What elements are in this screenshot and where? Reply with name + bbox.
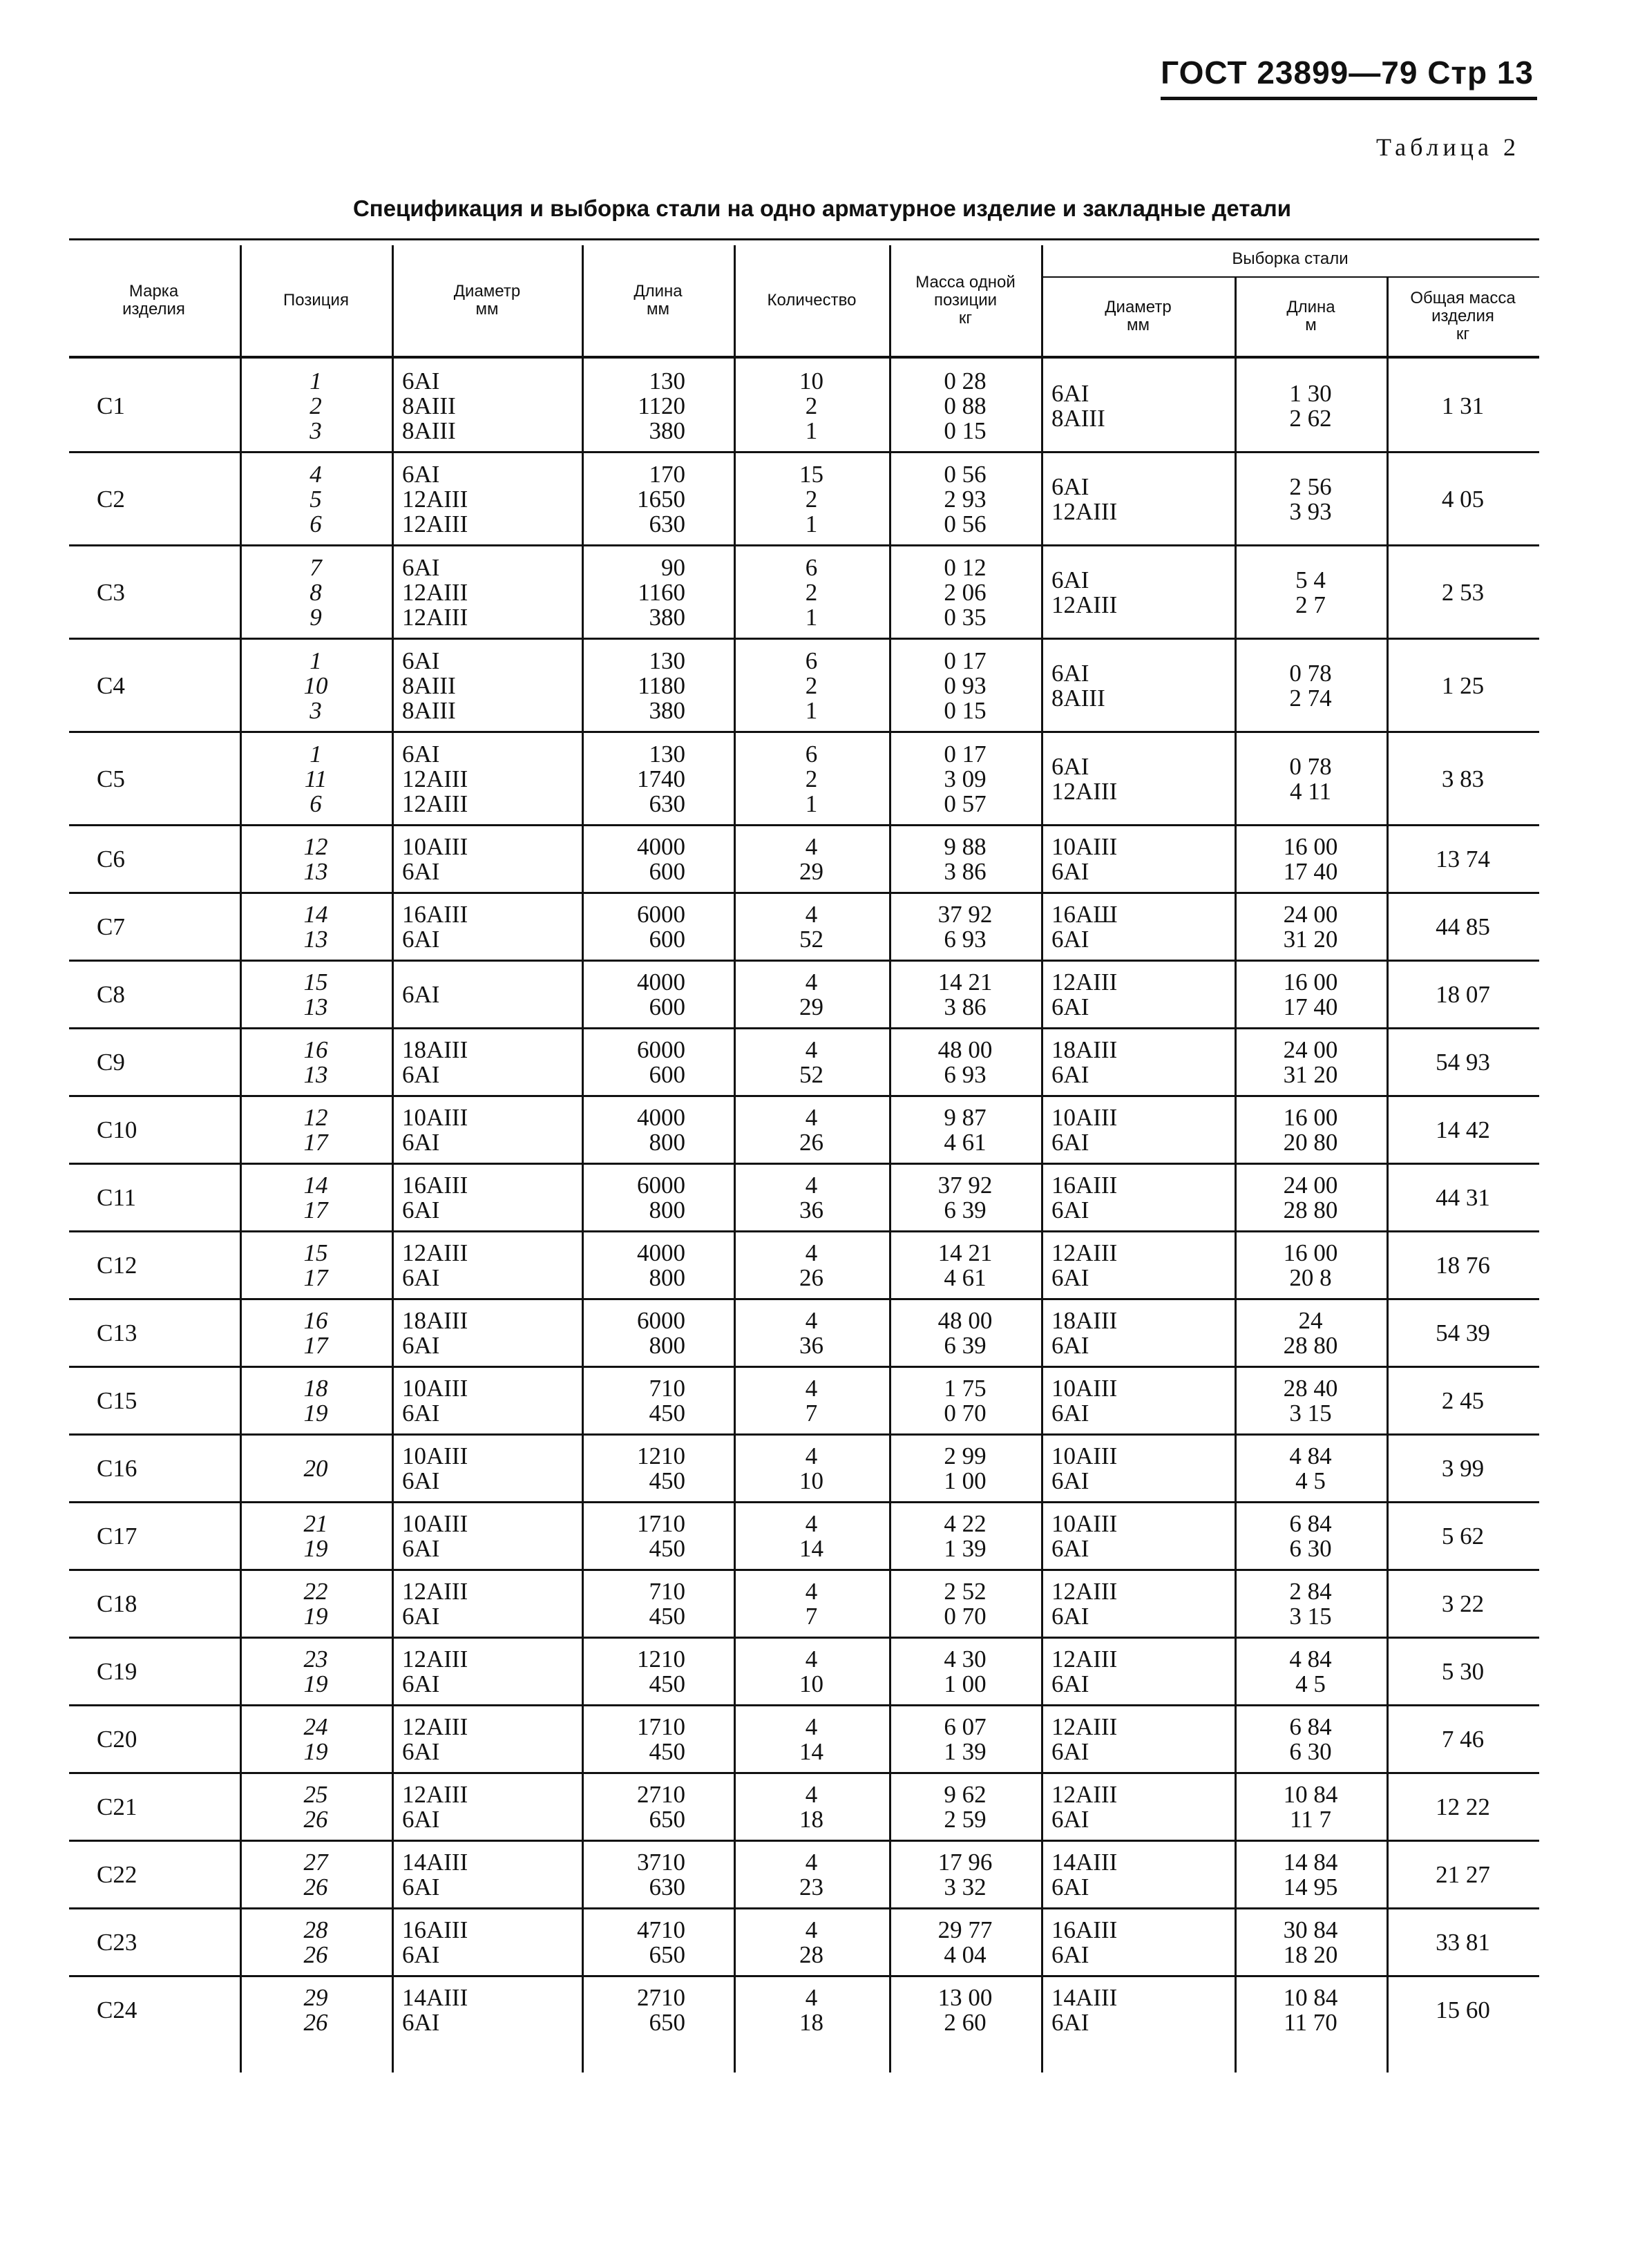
cell-qty: 4 18 <box>799 1984 823 2036</box>
cell-pos: 23 19 <box>303 1646 328 1697</box>
row-rule <box>69 1637 1539 1639</box>
cell-sdia: 6AI 8AIII <box>1051 379 1105 432</box>
cell-total: 44 31 <box>1436 1184 1490 1211</box>
cell-sdia: 10AIII 6AI <box>1051 1104 1118 1156</box>
cell-sdia: 14AIII 6AI <box>1051 1849 1118 1900</box>
cell-qty: 4 29 <box>799 833 823 885</box>
cell-mass: 29 77 4 04 <box>937 1916 993 1968</box>
col-header-mark: Марка изделия <box>122 282 185 318</box>
row-rule <box>69 824 1539 826</box>
cell-len: 3710 630 <box>637 1849 685 1900</box>
cell-pos: 1 11 6 <box>304 740 327 817</box>
cell-total: 33 81 <box>1436 1929 1490 1956</box>
cell-dia: 12AIII 6AI <box>402 1713 468 1765</box>
cell-len: 4710 650 <box>637 1916 685 1968</box>
cell-sdia: 12AIII 6AI <box>1051 1713 1118 1765</box>
cell-total: 3 99 <box>1441 1455 1485 1482</box>
cell-slen: 24 00 28 80 <box>1283 1172 1338 1223</box>
cell-total: 7 46 <box>1441 1726 1485 1753</box>
cell-dia: 10AIII 6AI <box>402 1375 468 1427</box>
column-rule <box>582 245 584 2072</box>
row-rule <box>69 1704 1539 1706</box>
cell-mark: C6 <box>97 846 125 873</box>
cell-mass: 48 00 6 39 <box>937 1307 993 1359</box>
cell-slen: 4 84 4 5 <box>1289 1646 1332 1697</box>
col-header-sel-length: Длина м <box>1286 297 1335 334</box>
cell-total: 18 76 <box>1436 1252 1490 1279</box>
row-rule <box>69 1163 1539 1165</box>
table-title: Спецификация и выборка стали на одно арматурное изделие и закладные детали <box>352 196 1292 221</box>
cell-total: 54 39 <box>1436 1319 1490 1346</box>
cell-mark: C15 <box>97 1387 137 1414</box>
cell-dia: 10AIII 6AI <box>402 833 468 885</box>
cell-mass: 37 92 6 39 <box>937 1172 993 1223</box>
cell-total: 18 07 <box>1436 981 1490 1008</box>
cell-pos: 12 13 <box>303 833 328 885</box>
col-header-length: Длина мм <box>634 282 683 318</box>
cell-total: 14 42 <box>1436 1116 1490 1143</box>
cell-mass: 14 21 3 86 <box>937 969 993 1020</box>
row-rule <box>69 731 1539 733</box>
cell-sdia: 14AIII 6AI <box>1051 1984 1118 2036</box>
col-header-selection: Выборка стали <box>1232 249 1349 268</box>
cell-dia: 12AIII 6AI <box>402 1239 468 1291</box>
cell-dia: 6AI 12AIII 12AIII <box>402 460 468 537</box>
cell-mark: C12 <box>97 1252 137 1279</box>
row-rule <box>69 1095 1539 1097</box>
cell-len: 710 450 <box>649 1375 685 1427</box>
cell-mark: C5 <box>97 765 125 792</box>
page-header: ГОСТ 23899—79 Стр 13 <box>1161 55 1534 90</box>
cell-mass: 9 62 2 59 <box>944 1781 987 1833</box>
cell-slen: 24 00 31 20 <box>1283 901 1338 953</box>
cell-len: 1210 450 <box>637 1646 685 1697</box>
row-rule <box>69 1907 1539 1909</box>
cell-mass: 4 30 1 00 <box>944 1646 987 1697</box>
col-header-mass: Масса одной позиции кг <box>915 273 1016 327</box>
cell-len: 1710 450 <box>637 1510 685 1562</box>
cell-pos: 28 26 <box>303 1916 328 1968</box>
cell-qty: 6 2 1 <box>805 740 818 817</box>
cell-total: 1 31 <box>1441 392 1485 419</box>
cell-slen: 16 00 17 40 <box>1283 969 1338 1020</box>
cell-mass: 1 75 0 70 <box>944 1375 987 1427</box>
cell-dia: 12AIII 6AI <box>402 1578 468 1630</box>
cell-pos: 22 19 <box>303 1578 328 1630</box>
cell-mass: 48 00 6 93 <box>937 1036 993 1088</box>
cell-len: 1710 450 <box>637 1713 685 1765</box>
cell-dia: 10AIII 6AI <box>402 1442 468 1494</box>
cell-len: 710 450 <box>649 1578 685 1630</box>
cell-qty: 4 26 <box>799 1239 823 1291</box>
cell-pos: 21 19 <box>303 1510 328 1562</box>
row-rule <box>69 1027 1539 1029</box>
cell-pos: 20 <box>303 1455 328 1482</box>
cell-total: 5 30 <box>1441 1658 1485 1685</box>
row-rule <box>69 892 1539 894</box>
cell-slen: 24 28 80 <box>1283 1307 1338 1359</box>
cell-mark: C7 <box>97 913 125 940</box>
cell-len: 4000 800 <box>637 1239 685 1291</box>
cell-dia: 12AIII 6AI <box>402 1646 468 1697</box>
cell-len: 170 1650 630 <box>637 460 685 537</box>
cell-mass: 13 00 2 60 <box>937 1984 993 2036</box>
cell-qty: 4 52 <box>799 1036 823 1088</box>
cell-dia: 18AIII 6AI <box>402 1036 468 1088</box>
cell-dia: 10AIII 6AI <box>402 1510 468 1562</box>
cell-sdia: 12AIII 6AI <box>1051 1578 1118 1630</box>
cell-pos: 16 13 <box>303 1036 328 1088</box>
cell-qty: 4 26 <box>799 1104 823 1156</box>
cell-pos: 1 2 3 <box>309 367 322 444</box>
cell-sdia: 6AI 8AIII <box>1051 659 1105 712</box>
cell-len: 4000 600 <box>637 969 685 1020</box>
row-rule <box>69 960 1539 962</box>
column-rule <box>392 245 394 2072</box>
cell-dia: 14AIII 6AI <box>402 1849 468 1900</box>
cell-len: 6000 800 <box>637 1172 685 1223</box>
col-header-quantity: Количество <box>767 291 857 309</box>
cell-total: 3 22 <box>1441 1590 1485 1617</box>
cell-len: 130 1120 380 <box>638 367 685 444</box>
cell-mark: C8 <box>97 981 125 1008</box>
cell-len: 130 1180 380 <box>638 647 685 724</box>
cell-qty: 4 52 <box>799 901 823 953</box>
cell-mass: 0 12 2 06 0 35 <box>944 553 987 631</box>
cell-total: 4 05 <box>1441 485 1485 513</box>
cell-mark: C18 <box>97 1590 137 1617</box>
col-header-diameter: Диаметр мм <box>453 282 521 318</box>
row-rule <box>69 1230 1539 1232</box>
cell-dia: 16AIII 6AI <box>402 1172 468 1223</box>
cell-slen: 2 56 3 93 <box>1289 473 1332 525</box>
cell-slen: 2 84 3 15 <box>1289 1578 1332 1630</box>
cell-mark: C19 <box>97 1658 137 1685</box>
cell-mark: C2 <box>97 485 125 513</box>
cell-mark: C16 <box>97 1455 137 1482</box>
cell-mass: 6 07 1 39 <box>944 1713 987 1765</box>
cell-pos: 29 26 <box>303 1984 328 2036</box>
cell-sdia: 18AIII 6AI <box>1051 1036 1118 1088</box>
cell-qty: 4 14 <box>799 1510 823 1562</box>
cell-len: 2710 650 <box>637 1781 685 1833</box>
table-top-rule <box>69 238 1539 240</box>
cell-qty: 4 36 <box>799 1172 823 1223</box>
cell-mark: C20 <box>97 1726 137 1753</box>
cell-pos: 24 19 <box>303 1713 328 1765</box>
cell-qty: 4 23 <box>799 1849 823 1900</box>
cell-len: 6000 800 <box>637 1307 685 1359</box>
cell-qty: 10 2 1 <box>799 367 823 444</box>
row-rule <box>69 544 1539 546</box>
cell-mass: 2 52 0 70 <box>944 1578 987 1630</box>
column-rule <box>889 245 891 2072</box>
cell-mass: 0 17 0 93 0 15 <box>944 647 987 724</box>
cell-mass: 17 96 3 32 <box>937 1849 993 1900</box>
cell-slen: 16 00 17 40 <box>1283 833 1338 885</box>
cell-slen: 5 4 2 7 <box>1295 566 1326 618</box>
col-header-total: Общая масса изделия кг <box>1410 288 1516 343</box>
cell-pos: 4 5 6 <box>309 460 322 537</box>
cell-slen: 1 30 2 62 <box>1289 379 1332 432</box>
cell-sdia: 16АШ 6AI <box>1051 901 1118 953</box>
cell-dia: 6AI 12AIII 12AIII <box>402 740 468 817</box>
cell-len: 90 1160 380 <box>638 553 685 631</box>
cell-slen: 0 78 2 74 <box>1289 659 1332 712</box>
cell-pos: 27 26 <box>303 1849 328 1900</box>
selection-sub-rule <box>1041 276 1539 278</box>
cell-slen: 14 84 14 95 <box>1283 1849 1338 1900</box>
cell-mass: 0 28 0 88 0 15 <box>944 367 987 444</box>
cell-mass: 4 22 1 39 <box>944 1510 987 1562</box>
cell-slen: 10 84 11 7 <box>1283 1781 1338 1833</box>
cell-total: 44 85 <box>1436 913 1490 940</box>
cell-slen: 30 84 18 20 <box>1283 1916 1338 1968</box>
cell-slen: 4 84 4 5 <box>1289 1442 1332 1494</box>
cell-pos: 7 8 9 <box>309 553 322 631</box>
cell-qty: 4 10 <box>799 1646 823 1697</box>
cell-qty: 6 2 1 <box>805 647 818 724</box>
cell-sdia: 6AI 12AIII <box>1051 473 1118 525</box>
cell-len: 4000 600 <box>637 833 685 885</box>
cell-mark: C23 <box>97 1929 137 1956</box>
cell-pos: 1 10 3 <box>303 647 328 724</box>
cell-sdia: 6AI 12AIII <box>1051 566 1118 618</box>
cell-dia: 18AIII 6AI <box>402 1307 468 1359</box>
cell-qty: 4 7 <box>805 1578 818 1630</box>
cell-sdia: 12AIII 6AI <box>1051 969 1118 1020</box>
row-rule <box>69 1840 1539 1842</box>
cell-qty: 4 10 <box>799 1442 823 1494</box>
cell-sdia: 12AIII 6AI <box>1051 1646 1118 1697</box>
cell-sdia: 12AIII 6AI <box>1051 1781 1118 1833</box>
row-rule <box>69 451 1539 453</box>
cell-sdia: 16AIII 6AI <box>1051 1172 1118 1223</box>
cell-mark: C11 <box>97 1184 137 1211</box>
cell-total: 15 60 <box>1436 1997 1490 2023</box>
cell-mark: C10 <box>97 1116 137 1143</box>
cell-total: 54 93 <box>1436 1049 1490 1076</box>
cell-dia: 6AI 8AIII 8AIII <box>402 647 456 724</box>
cell-mass: 37 92 6 93 <box>937 901 993 953</box>
row-rule <box>69 1501 1539 1503</box>
cell-sdia: 12AIII 6AI <box>1051 1239 1118 1291</box>
cell-dia: 6AI 8AIII 8AIII <box>402 367 456 444</box>
cell-sdia: 10AIII 6AI <box>1051 1442 1118 1494</box>
cell-qty: 4 29 <box>799 969 823 1020</box>
column-rule <box>1041 245 1043 2072</box>
cell-dia: 6AI <box>402 981 440 1008</box>
cell-mark: C21 <box>97 1793 137 1820</box>
cell-slen: 0 78 4 11 <box>1289 752 1332 805</box>
cell-total: 2 45 <box>1441 1387 1485 1414</box>
cell-mark: C4 <box>97 671 125 699</box>
cell-sdia: 10AIII 6AI <box>1051 1510 1118 1562</box>
cell-mark: C9 <box>97 1049 125 1076</box>
row-rule <box>69 1366 1539 1368</box>
cell-dia: 16AIII 6AI <box>402 1916 468 1968</box>
cell-len: 1210 450 <box>637 1442 685 1494</box>
cell-slen: 16 00 20 80 <box>1283 1104 1338 1156</box>
cell-dia: 6AI 12AIII 12AIII <box>402 553 468 631</box>
cell-len: 6000 600 <box>637 901 685 953</box>
cell-total: 3 83 <box>1441 765 1485 792</box>
cell-pos: 14 13 <box>303 901 328 953</box>
row-rule <box>69 638 1539 640</box>
cell-dia: 10AIII 6AI <box>402 1104 468 1156</box>
cell-sdia: 16AIII 6AI <box>1051 1916 1118 1968</box>
cell-total: 2 53 <box>1441 578 1485 606</box>
cell-len: 130 1740 630 <box>637 740 685 817</box>
cell-mass: 14 21 4 61 <box>937 1239 993 1291</box>
row-rule <box>69 1569 1539 1571</box>
cell-mass: 9 87 4 61 <box>944 1104 987 1156</box>
cell-pos: 15 17 <box>303 1239 328 1291</box>
cell-mark: C22 <box>97 1861 137 1888</box>
cell-qty: 4 14 <box>799 1713 823 1765</box>
cell-slen: 6 84 6 30 <box>1289 1510 1332 1562</box>
cell-qty: 4 18 <box>799 1781 823 1833</box>
cell-qty: 4 36 <box>799 1307 823 1359</box>
cell-sdia: 6AI 12AIII <box>1051 752 1118 805</box>
row-rule <box>69 1975 1539 1977</box>
cell-mass: 0 17 3 09 0 57 <box>944 740 987 817</box>
row-rule <box>69 1298 1539 1300</box>
cell-sdia: 10AIII 6AI <box>1051 833 1118 885</box>
cell-mass: 9 88 3 86 <box>944 833 987 885</box>
cell-len: 4000 800 <box>637 1104 685 1156</box>
cell-mark: C17 <box>97 1523 137 1550</box>
cell-slen: 10 84 11 70 <box>1283 1984 1338 2036</box>
cell-slen: 28 40 3 15 <box>1283 1375 1338 1427</box>
cell-slen: 16 00 20 8 <box>1283 1239 1338 1291</box>
table-number: Таблица 2 <box>1376 133 1520 161</box>
cell-sdia: 18AIII 6AI <box>1051 1307 1118 1359</box>
cell-slen: 24 00 31 20 <box>1283 1036 1338 1088</box>
header-bottom-rule <box>69 356 1539 359</box>
cell-qty: 15 2 1 <box>799 460 823 537</box>
cell-slen: 6 84 6 30 <box>1289 1713 1332 1765</box>
row-rule <box>69 1433 1539 1436</box>
cell-qty: 4 7 <box>805 1375 818 1427</box>
cell-total: 1 25 <box>1441 671 1485 699</box>
cell-mark: C13 <box>97 1319 137 1346</box>
cell-pos: 18 19 <box>303 1375 328 1427</box>
cell-pos: 15 13 <box>303 969 328 1020</box>
cell-dia: 16AIII 6AI <box>402 901 468 953</box>
cell-mark: C1 <box>97 392 125 419</box>
cell-total: 13 74 <box>1436 846 1490 873</box>
col-header-sel-diameter: Диаметр мм <box>1105 297 1172 334</box>
cell-sdia: 10AIII 6AI <box>1051 1375 1118 1427</box>
cell-len: 2710 650 <box>637 1984 685 2036</box>
cell-total: 21 27 <box>1436 1861 1490 1888</box>
cell-mass: 2 99 1 00 <box>944 1442 987 1494</box>
column-rule <box>734 245 736 2072</box>
cell-total: 12 22 <box>1436 1793 1490 1820</box>
cell-pos: 25 26 <box>303 1781 328 1833</box>
cell-pos: 16 17 <box>303 1307 328 1359</box>
cell-dia: 12AIII 6AI <box>402 1781 468 1833</box>
cell-pos: 12 17 <box>303 1104 328 1156</box>
col-header-position: Позиция <box>283 291 349 309</box>
cell-pos: 14 17 <box>303 1172 328 1223</box>
cell-total: 5 62 <box>1441 1523 1485 1550</box>
cell-qty: 4 28 <box>799 1916 823 1968</box>
cell-mark: C24 <box>97 1997 137 2023</box>
row-rule <box>69 1772 1539 1774</box>
header-rule <box>1161 97 1537 100</box>
cell-mass: 0 56 2 93 0 56 <box>944 460 987 537</box>
cell-len: 6000 600 <box>637 1036 685 1088</box>
cell-qty: 6 2 1 <box>805 553 818 631</box>
cell-mark: C3 <box>97 578 125 606</box>
cell-dia: 14AIII 6AI <box>402 1984 468 2036</box>
